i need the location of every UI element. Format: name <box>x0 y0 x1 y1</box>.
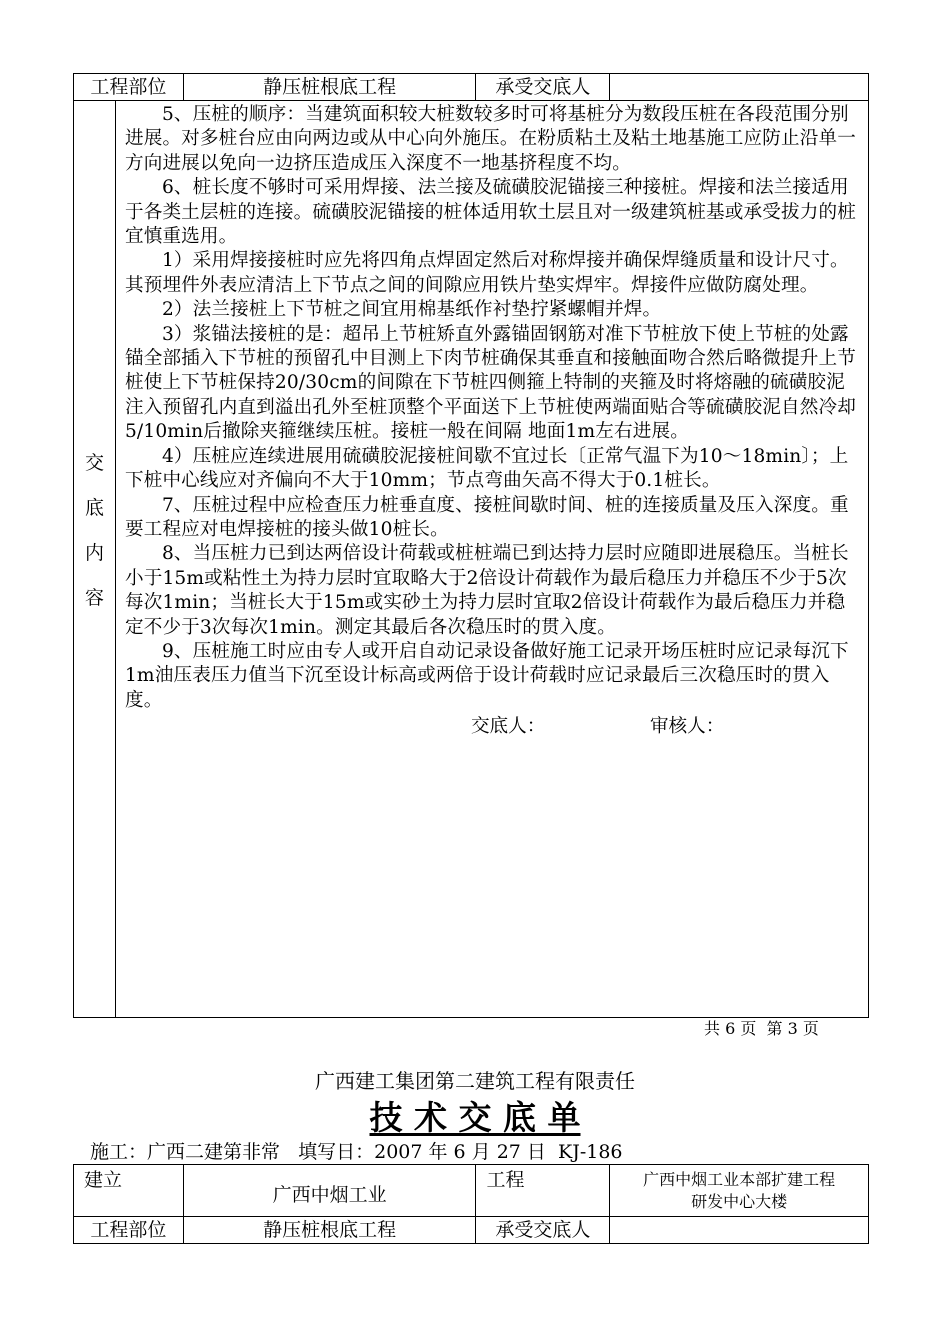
dept-value-cell <box>183 74 476 101</box>
receiver-label: 承受交底人 <box>495 1219 591 1241</box>
content-paragraph: 3）浆锚法接桩的是：超吊上节桩矫直外露锚固钢筋对准下节桩放下使上节桩的处露锚全部插入下节桩的预留孔中目测上下肉节桩确保其垂直和接触面吻合然后略微提升上节桩使上下节桩保持20/30cm的间隙在下节桩四侧箍上特制的夹箍及时将熔融的硫磺胶泥注入预留孔内直到溢出孔外至桩顶整个平面送下上节桩使两端面贴合等硫磺胶泥自然冷却5/10min后撤除夹箍继续压桩。接桩一般在间隔 地面1m左右进展。 <box>124 323 856 443</box>
project-value-line: 研发中心大楼 <box>691 1191 788 1211</box>
content-paragraph: 7、压桩过程中应检查压力桩垂直度、接桩间歇时间、桩的连接质量及压入深度。重要工程应对电焊接桩的接头做10桩长。 <box>124 494 849 540</box>
content-paragraph: 8、当压桩力已到达两倍设计荷载或桩桩端已到达持力层时应随即进展稳压。当桩长小于15m或粘性土为持力层时宜取略大于2倍设计荷载作为最后稳压力并稳压不少于5次每次1min；当桩长大于15m或实砂土为持力层时宜取2倍设计荷载作为最后稳压力并稳定不少于3次每次1min。测定其最后各次稳压时的贯入度。 <box>124 543 849 638</box>
project-value-line: 广西中烟工业本部扩建工程 <box>643 1169 836 1189</box>
build-label-cell <box>74 1165 184 1217</box>
company-name: 广西建工集团第二建筑工程有限责任 <box>315 1069 635 1093</box>
project-label: 工程 <box>486 1169 525 1191</box>
discloser-label: 交底人： <box>470 716 546 738</box>
receiver-value-cell <box>610 74 869 101</box>
build-value: 广西中烟工业 <box>272 1183 387 1206</box>
project-value-cell <box>610 1165 869 1217</box>
side-label-char: 容 <box>84 587 104 609</box>
top-disclosure-table <box>73 73 869 1018</box>
receiver-label-cell <box>476 1217 610 1244</box>
content-body-cell <box>115 101 868 1018</box>
doc-title: 技 术 交 底 单 <box>369 1098 581 1137</box>
side-label-char: 底 <box>84 497 104 519</box>
content-side-label-cell <box>74 101 116 1018</box>
project-label-cell <box>476 1165 610 1217</box>
content-paragraph: 9、压桩施工时应由专人或开启自动记录设备做好施工记录开场压桩时应记录每沉下1m油压表压力值当下沉至设计标高或两倍于设计荷载时应记录最后三次稳压时的贯入度。 <box>124 640 849 711</box>
content-paragraph: 1）采用焊接接桩时应先将四角点焊固定然后对称焊接并确保焊缝质量和设计尺寸。其预埋件外表应清洁上下节点之间的间隙应用铁片垫实焊牢。焊接件应做防腐处理。 <box>124 250 849 296</box>
receiver-value-cell <box>610 1217 869 1244</box>
reviewer-label: 审核人： <box>649 716 725 738</box>
content-paragraph: 6、桩长度不够时可采用焊接、法兰接及硫磺胶泥锚接三种接桩。焊接和法兰接适用于各类土层桩的连接。硫磺胶泥锚接的桩体适用软土层且对一级建筑桩基或承受拔力的桩宜慎重选用。 <box>124 177 856 248</box>
page-number: 共 6 页 第 3 页 <box>704 1019 819 1038</box>
dept-label: 工程部位 <box>90 1219 167 1241</box>
dept-label: 工程部位 <box>90 76 167 98</box>
side-label-char: 内 <box>84 542 104 564</box>
build-label: 建立 <box>84 1169 123 1191</box>
side-label-char: 交 <box>84 452 104 474</box>
dept-value: 静压桩根底工程 <box>263 1219 397 1241</box>
signoff-row <box>125 713 860 743</box>
receiver-label-cell <box>476 74 610 101</box>
dept-value: 静压桩根底工程 <box>263 76 397 98</box>
dept-value-cell <box>183 1217 476 1244</box>
dept-label-cell <box>74 1217 184 1244</box>
content-paragraph: 4）压桩应连续进展用硫磺胶泥接桩间歇不宜过长〔正常气温下为10～18min〕；上下桩中心线应对齐偏向不大于10mm；节点弯曲矢高不得大于0.1桩长。 <box>124 445 849 492</box>
content-paragraph: 2）法兰接桩上下节桩之间宜用棉基纸作衬垫拧紧螺帽并焊。 <box>161 299 662 321</box>
receiver-label: 承受交底人 <box>495 76 591 98</box>
info-line: 施工：广西二建第非常 填写日：2007 年 6 月 27 日 KJ-186 <box>90 1141 623 1163</box>
dept-label-cell <box>74 74 184 101</box>
content-paragraph: 5、压桩的顺序：当建筑面积较大桩数较多时可将基桩分为数段压桩在各段范围分别进展。对多桩台应由向两边或从中心向外施压。在粉质粘土及粘土地基施工应防止沿单一方向进展以免向一边挤压造成压入深度不一地基挤程度不均。 <box>124 104 856 174</box>
build-value-cell <box>183 1165 476 1217</box>
bottom-info-table <box>73 1164 869 1244</box>
